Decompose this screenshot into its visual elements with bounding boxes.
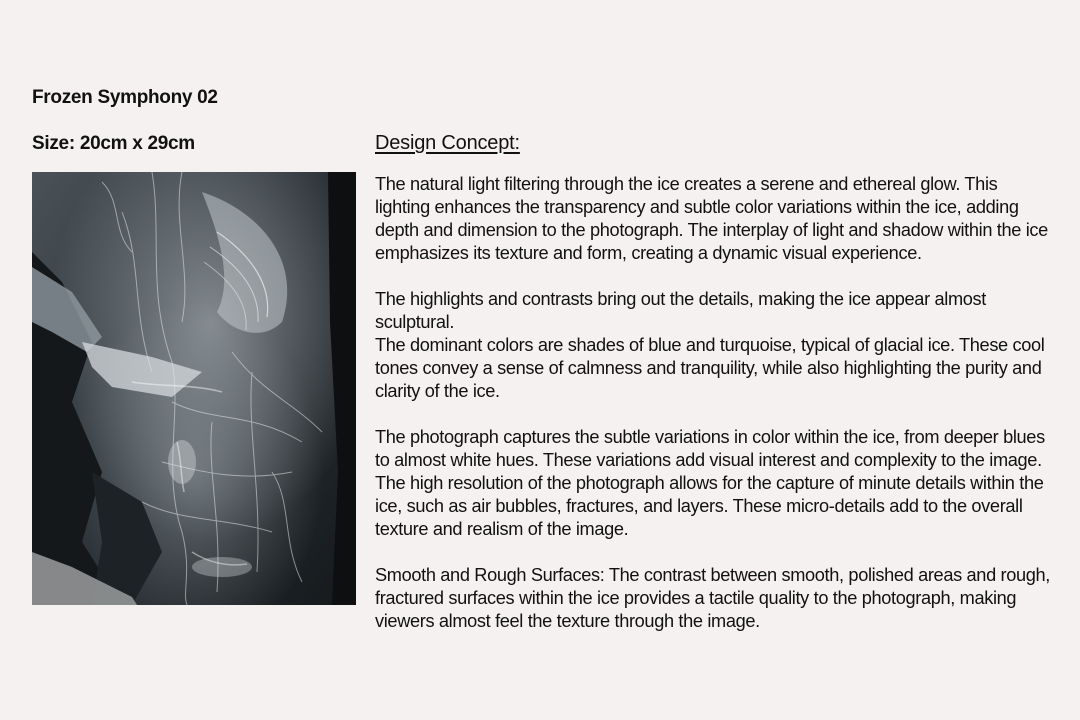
artwork-title: Frozen Symphony 02 [32,87,218,108]
design-concept-text [375,173,1055,633]
ice-photograph [32,172,356,605]
concept-paragraph: The highlights and contrasts bring out the details, making the ice appear almost sculptural. [375,289,986,332]
concept-paragraph: Smooth and Rough Surfaces: The contrast between smooth, polished areas and rough, fractured surfaces within the ice provides a tactile quality to the photograph, making viewers almost feel the texture through the image. [375,565,1051,631]
concept-paragraph: The high resolution of the photograph allows for the capture of minute details within the ice, such as air bubbles, fractures, and layers. These micro-details add to the overall texture and realism of the image. [375,473,1044,539]
concept-paragraph: The photograph captures the subtle variations in color within the ice, from deeper blues to almost white hues. These variations add visual interest and complexity to the image. [375,427,1045,470]
design-concept-heading: Design Concept: [375,132,520,154]
artwork-size: Size: 20cm x 29cm [32,133,195,154]
concept-paragraph: The natural light filtering through the ice creates a serene and ethereal glow. This lighting enhances the transparency and subtle color variations within the ice, adding depth and dimension to the photograph. The interplay of light and shadow within the ice emphasizes its texture and form, creating a dynamic visual experience. [375,174,1048,263]
concept-paragraph: The dominant colors are shades of blue and turquoise, typical of glacial ice. These cool tones convey a sense of calmness and tranquility, while also highlighting the purity and clarity of the ice. [375,335,1045,401]
